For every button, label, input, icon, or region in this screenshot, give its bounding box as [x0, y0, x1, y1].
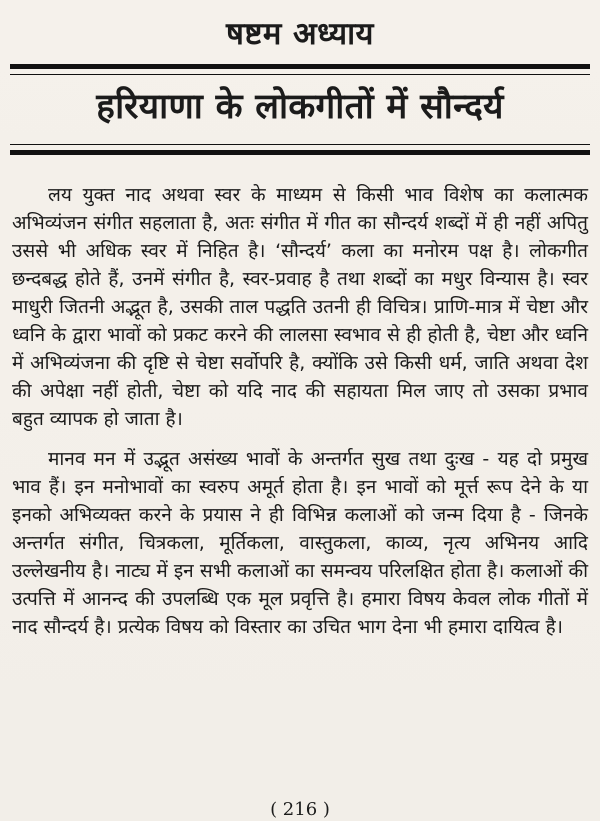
- top-thin-rule: [10, 74, 590, 75]
- paragraph-2: मानव मन में उद्भूत असंख्य भावों के अन्तर्गत सुख तथा दुःख - यह दो प्रमुख भाव हैं। इन मनोभावों का स्वरुप अमूर्त होता है। इन भावों को मूर्त्त रूप देने के या इनको अभिव्यक्त करने के प्रयास ने ही विभिन्न कलाओं को जन्म दिया है - जिनके अन्तर्गत संगीत, चित्रकला, मूर्तिकला, वास्तुकला, काव्य, नृत्य अभिनय आदि उल्लेखनीय है। नाट्य में इन सभी कलाओं का समन्वय परिलक्षित होता है। कलाओं की उत्पत्ति में आनन्द की उपलब्धि एक मूल प्रवृत्ति है। हमारा विषय केवल लोक गीतों में नाद सौन्दर्य है। प्रत्येक विषय को विस्तार का उचित भाग देना भी हमारा दायित्व है।: [12, 448, 588, 638]
- main-content: [10, 181, 590, 641]
- bottom-thin-rule: [10, 144, 590, 145]
- subtitle-rules: [10, 144, 590, 155]
- top-thick-rule: [10, 64, 590, 69]
- bottom-thick-rule: [10, 150, 590, 155]
- paragraph-1: लय युक्त नाद अथवा स्वर के माध्यम से किसी भाव विशेष का कलात्मक अभिव्यंजन संगीत सहलाता है, अतः संगीत में गीत का सौन्दर्य शब्दों में ही नहीं अपितु उससे भी अधिक स्वर में निहित है। ‘सौन्दर्य’ कला का मनोरम पक्ष है। लोकगीत छन्दबद्ध होते हैं, उनमें संगीत है, स्वर-प्रवाह है तथा शब्दों का मधुर विन्यास है। स्वर माधुरी जितनी अद्भूत है, उसकी ताल पद्धति उतनी ही विचित्र। प्राणि-मात्र में चेष्टा और ध्वनि के द्वारा भावों को प्रकट करने की लालसा स्वभाव से ही होती है, चेष्टा और ध्वनि में अभिव्यंजना की दृष्टि से चेष्टा सर्वोपरि है, क्योंकि उसे किसी धर्म, जाति अथवा देश की अपेक्षा नहीं होती, चेष्टा को यदि नाद की सहायता मिल जाए तो उसका प्रभाव बहुत व्यापक हो जाता है।: [12, 184, 588, 430]
- chapter-title: षष्टम अध्याय: [226, 16, 374, 52]
- section-subtitle: हरियाणा के लोकगीतों में सौन्दर्य: [96, 87, 504, 127]
- page-number: ( 216 ): [270, 799, 330, 820]
